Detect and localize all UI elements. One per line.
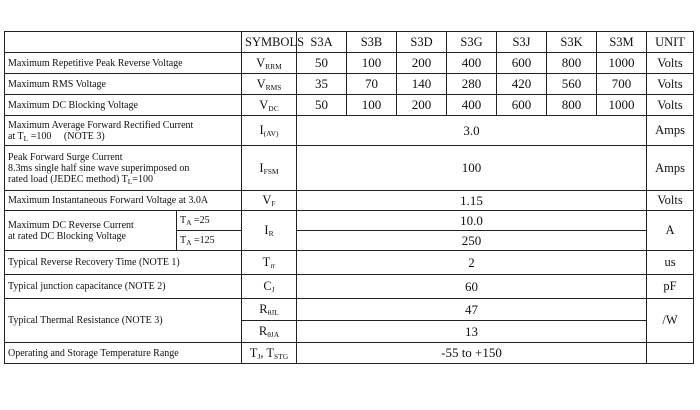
row-value: 600 <box>497 95 547 116</box>
row-symbol: $T_J$, $T_{STG}$ <box>242 343 297 364</box>
row-value: 100 <box>347 53 397 74</box>
header-device-s3b: S3B <box>347 32 397 53</box>
row-unit: us <box>647 251 694 275</box>
row-value: 50 <box>297 95 347 116</box>
row-desc: Maximum Average Forward Rectified Current at $T_L =100$ (NOTE 3) <box>5 116 242 146</box>
row-symbol: $V_{RRM}$ <box>242 53 297 74</box>
row-desc: Typical Reverse Recovery Time (NOTE 1) <box>5 251 242 275</box>
table-row <box>5 299 694 321</box>
table-row <box>5 116 694 146</box>
row-unit-blank <box>647 343 694 364</box>
row-value: 800 <box>547 53 597 74</box>
row-value: 400 <box>447 95 497 116</box>
row-value: 47 <box>297 299 647 321</box>
row-value: 100 <box>347 95 397 116</box>
row-value: 700 <box>597 74 647 95</box>
row-value: 280 <box>447 74 497 95</box>
row-desc: Typical junction capacitance (NOTE 2) <box>5 275 242 299</box>
row-unit: Volts <box>647 53 694 74</box>
header-device-s3j: S3J <box>497 32 547 53</box>
row-desc: Peak Forward Surge Current 8.3ms single half sine wave superimposed on rated load (JEDEC method) $T_L=100$ <box>5 146 242 191</box>
row-value: 50 <box>297 53 347 74</box>
table-row <box>5 251 694 275</box>
row-symbol: $I_{FSM}$ <box>242 146 297 191</box>
row-condition: $T_A =25$ <box>177 211 242 231</box>
row-value: 420 <box>497 74 547 95</box>
row-desc: Operating and Storage Temperature Range <box>5 343 242 364</box>
header-device-s3d: S3D <box>397 32 447 53</box>
row-symbol: $V_{RMS}$ <box>242 74 297 95</box>
header-device-s3k: S3K <box>547 32 597 53</box>
row-value: 200 <box>397 53 447 74</box>
table-row <box>5 343 694 364</box>
row-desc: Typical Thermal Resistance (NOTE 3) <box>5 299 242 343</box>
table-row <box>5 275 694 299</box>
row-value: 10.0 <box>297 211 647 231</box>
table-row <box>5 211 694 231</box>
row-desc: Maximum DC Blocking Voltage <box>5 95 242 116</box>
table-row <box>5 191 694 211</box>
row-unit: A <box>647 211 694 251</box>
table-row <box>5 53 694 74</box>
header-row <box>5 32 694 53</box>
row-value: 3.0 <box>297 116 647 146</box>
row-desc: Maximum Instantaneous Forward Voltage at 3.0A <box>5 191 242 211</box>
ratings-table-container <box>4 31 693 364</box>
row-value: 250 <box>297 231 647 251</box>
row-unit: /W <box>647 299 694 343</box>
row-symbol: $R_{\theta JA}$ <box>242 321 297 343</box>
row-symbol: $R_{\theta JL}$ <box>242 299 297 321</box>
header-unit: UNIT <box>647 32 694 53</box>
row-unit: Amps <box>647 116 694 146</box>
row-symbol: $V_{DC}$ <box>242 95 297 116</box>
row-value: 1000 <box>597 53 647 74</box>
row-value: 560 <box>547 74 597 95</box>
row-symbol: $T_{rr}$ <box>242 251 297 275</box>
header-blank <box>5 32 242 53</box>
row-condition: $T_A =125$ <box>177 231 242 251</box>
row-value: 35 <box>297 74 347 95</box>
row-unit: Volts <box>647 95 694 116</box>
table-row <box>5 146 694 191</box>
row-value: 600 <box>497 53 547 74</box>
row-value: 100 <box>297 146 647 191</box>
row-unit: Amps <box>647 146 694 191</box>
header-device-s3g: S3G <box>447 32 497 53</box>
table-row <box>5 74 694 95</box>
header-device-s3m: S3M <box>597 32 647 53</box>
row-value: 13 <box>297 321 647 343</box>
row-symbol: $C_J$ <box>242 275 297 299</box>
row-value: 60 <box>297 275 647 299</box>
row-unit: Volts <box>647 74 694 95</box>
row-unit: pF <box>647 275 694 299</box>
row-desc: Maximum Repetitive Peak Reverse Voltage <box>5 53 242 74</box>
ratings-table <box>4 31 694 364</box>
row-symbol: $I_{(AV)}$ <box>242 116 297 146</box>
row-desc: Maximum DC Reverse Current at rated DC Blocking Voltage <box>5 211 177 251</box>
row-value: 70 <box>347 74 397 95</box>
header-symbols: SYMBOLS <box>242 32 297 53</box>
row-value: 400 <box>447 53 497 74</box>
row-desc: Maximum RMS Voltage <box>5 74 242 95</box>
row-value: 2 <box>297 251 647 275</box>
row-value: 200 <box>397 95 447 116</box>
row-unit: Volts <box>647 191 694 211</box>
row-value: 1000 <box>597 95 647 116</box>
row-symbol: $I_R$ <box>242 211 297 251</box>
table-row <box>5 95 694 116</box>
row-value: 1.15 <box>297 191 647 211</box>
row-value: -55 to +150 <box>297 343 647 364</box>
row-symbol: $V_F$ <box>242 191 297 211</box>
row-value: 800 <box>547 95 597 116</box>
header-device-s3a: S3A <box>297 32 347 53</box>
row-value: 140 <box>397 74 447 95</box>
